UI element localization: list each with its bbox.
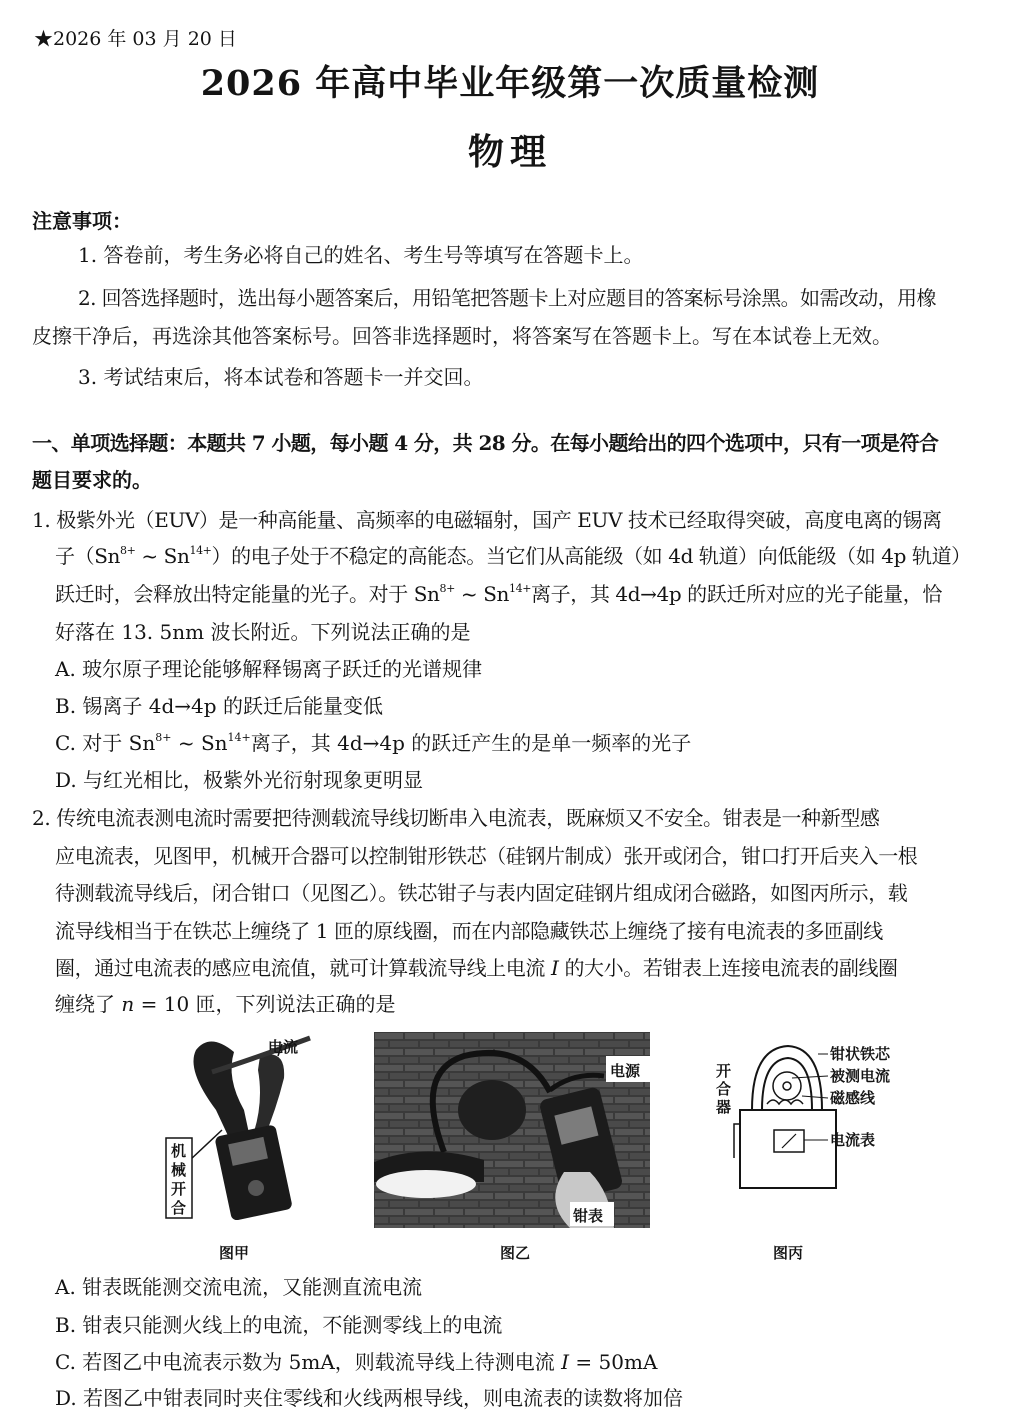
figure-bing-label-wire: 被测电流 bbox=[830, 1067, 891, 1085]
exam-date: ★2026 年 03 月 20 日 bbox=[34, 28, 237, 50]
q1-option-d: D. 与红光相比，极紫外光衍射现象更明显 bbox=[55, 768, 424, 792]
section-heading-line-2: 题目要求的。 bbox=[32, 468, 152, 492]
figure-bing-label-field: 磁感线 bbox=[830, 1089, 876, 1107]
figure-yi-photo bbox=[374, 1032, 650, 1228]
figure-jia-label-current: 电流 bbox=[268, 1038, 299, 1056]
notice-line-3: 皮擦干净后，再选涂其他答案标号。回答非选择题时，将答案写在答题卡上。写在本试卷上无效。 bbox=[32, 324, 892, 348]
q1-option-a: A. 玻尔原子理论能够解释锡离子跃迁的光谱规律 bbox=[55, 657, 483, 681]
notice-line-1: 1. 答卷前，考生务必将自己的姓名、考生号等填写在答题卡上。 bbox=[78, 243, 644, 267]
q2-option-b: B. 钳表只能测火线上的电流，不能测零线上的电流 bbox=[55, 1313, 503, 1337]
exam-subject: 物理 bbox=[467, 131, 552, 173]
figure-bing-label-core: 钳状铁芯 bbox=[830, 1045, 891, 1063]
figure-jia-label-switch-2: 械 bbox=[171, 1161, 187, 1179]
clamp-jaw-right bbox=[252, 1054, 284, 1138]
figure-bing-label-meter: 电流表 bbox=[830, 1131, 876, 1149]
q1-option-c: C. 对于 $Sn^{8+}$ ~ $Sn^{14+}$离子，其 4d→4p 的跃迁产生的是单一频率的光子 bbox=[55, 731, 692, 755]
q2-line-2: 应电流表，见图甲，机械开合器可以控制钳形铁芯（硅钢片制成）张开或闭合，钳口打开后夹入一根 bbox=[55, 844, 918, 868]
figure-yi-caption: 图乙 bbox=[500, 1244, 531, 1262]
figure-bing-label-switch-2: 合 bbox=[716, 1080, 732, 1098]
figure-yi-label-clamp: 钳表 bbox=[573, 1207, 604, 1225]
q2-option-a: A. 钳表既能测交流电流，又能测直流电流 bbox=[55, 1275, 423, 1299]
clamp-jaw-left bbox=[194, 1041, 251, 1140]
q2-line-6: 缠绕了 n = 10 匝，下列说法正确的是 bbox=[55, 992, 396, 1016]
figure-jia-label-switch-4: 合 bbox=[171, 1199, 187, 1217]
q2-line-5: 圈，通过电流表的感应电流值，就可计算载流导线上电流 I 的大小。若钳表上连接电流表的副线圈 bbox=[55, 956, 898, 980]
lamp-bulb bbox=[376, 1170, 476, 1198]
q2-line-3: 待测载流导线后，闭合钳口（见图乙）。铁芯钳子与表内固定硅钢片组成闭合磁路，如图丙所示，载 bbox=[55, 881, 908, 905]
notice-heading: 注意事项： bbox=[32, 209, 132, 233]
measured-current-symbol bbox=[783, 1082, 791, 1090]
meter-body bbox=[214, 1124, 293, 1220]
notice-line-2: 2. 回答选择题时，选出每小题答案后，用铅笔把答题卡上对应题目的答案标号涂黑。如需改动，用橡 bbox=[78, 286, 936, 310]
figure-bing-label-switch-1: 开 bbox=[716, 1062, 732, 1080]
q2-line-1: 2. 传统电流表测电流时需要把待测载流导线切断串入电流表，既麻烦又不安全。钳表是一种新型感 bbox=[32, 806, 880, 830]
meter-dial bbox=[248, 1180, 264, 1196]
figure-jia-label-switch-1: 机 bbox=[171, 1142, 187, 1160]
figure-yi-label-power: 电源 bbox=[610, 1062, 641, 1080]
notice-line-4: 3. 考试结束后，将本试卷和答题卡一并交回。 bbox=[78, 365, 484, 389]
lamp-mount bbox=[458, 1080, 526, 1140]
q1-line-4: 好落在 13. 5nm 波长附近。下列说法正确的是 bbox=[55, 620, 471, 644]
figure-jia-caption: 图甲 bbox=[219, 1244, 250, 1262]
secondary-coil bbox=[767, 1100, 803, 1104]
q1-line-1: 1. 极紫外光（EUV）是一种高能量、高频率的电磁辐射，国产 EUV 技术已经取得突破，高度电离的锡离 bbox=[32, 508, 942, 532]
q2-line-4: 流导线相当于在铁芯上缠绕了 1 匝的原线圈，而在内部隐藏铁芯上缠绕了接有电流表的多匝副线 bbox=[55, 919, 883, 943]
field-line-circle bbox=[773, 1072, 801, 1100]
figure-bing-caption: 图丙 bbox=[773, 1244, 804, 1262]
meter-case bbox=[740, 1110, 836, 1188]
q2-option-c: C. 若图乙中电流表示数为 5mA，则载流导线上待测电流 I = 50mA bbox=[55, 1350, 658, 1374]
figure-bing-label-switch-3: 器 bbox=[716, 1098, 732, 1116]
q2-option-d: D. 若图乙中钳表同时夹住零线和火线两根导线，则电流表的读数将加倍 bbox=[55, 1386, 684, 1410]
exam-title: 2026 年高中毕业年级第一次质量检测 bbox=[200, 63, 820, 104]
figure-jia-clamp-meter bbox=[160, 1030, 340, 1220]
q1-line-3: 跃迁时，会释放出特定能量的光子。对于 $Sn^{8+}$ ~ $Sn^{14+}$离子，其 4d→4p 的跃迁所对应的光子能量，恰 bbox=[55, 582, 942, 606]
q1-line-2: 子（$Sn^{8+}$ ~ $Sn^{14+}$）的电子处于不稳定的高能态。当它们从高能级（如 4d 轨道）向低能级（如 4p 轨道） bbox=[55, 544, 971, 568]
q1-option-b: B. 锡离子 4d→4p 的跃迁后能量变低 bbox=[55, 694, 383, 718]
section-heading-line-1: 一、单项选择题：本题共 7 小题，每小题 4 分，共 28 分。在每小题给出的四个选项中，只有一项是符合 bbox=[32, 431, 939, 455]
figure-bing-diagram bbox=[712, 1038, 912, 1228]
figure-jia-label-switch-3: 开 bbox=[171, 1180, 187, 1198]
